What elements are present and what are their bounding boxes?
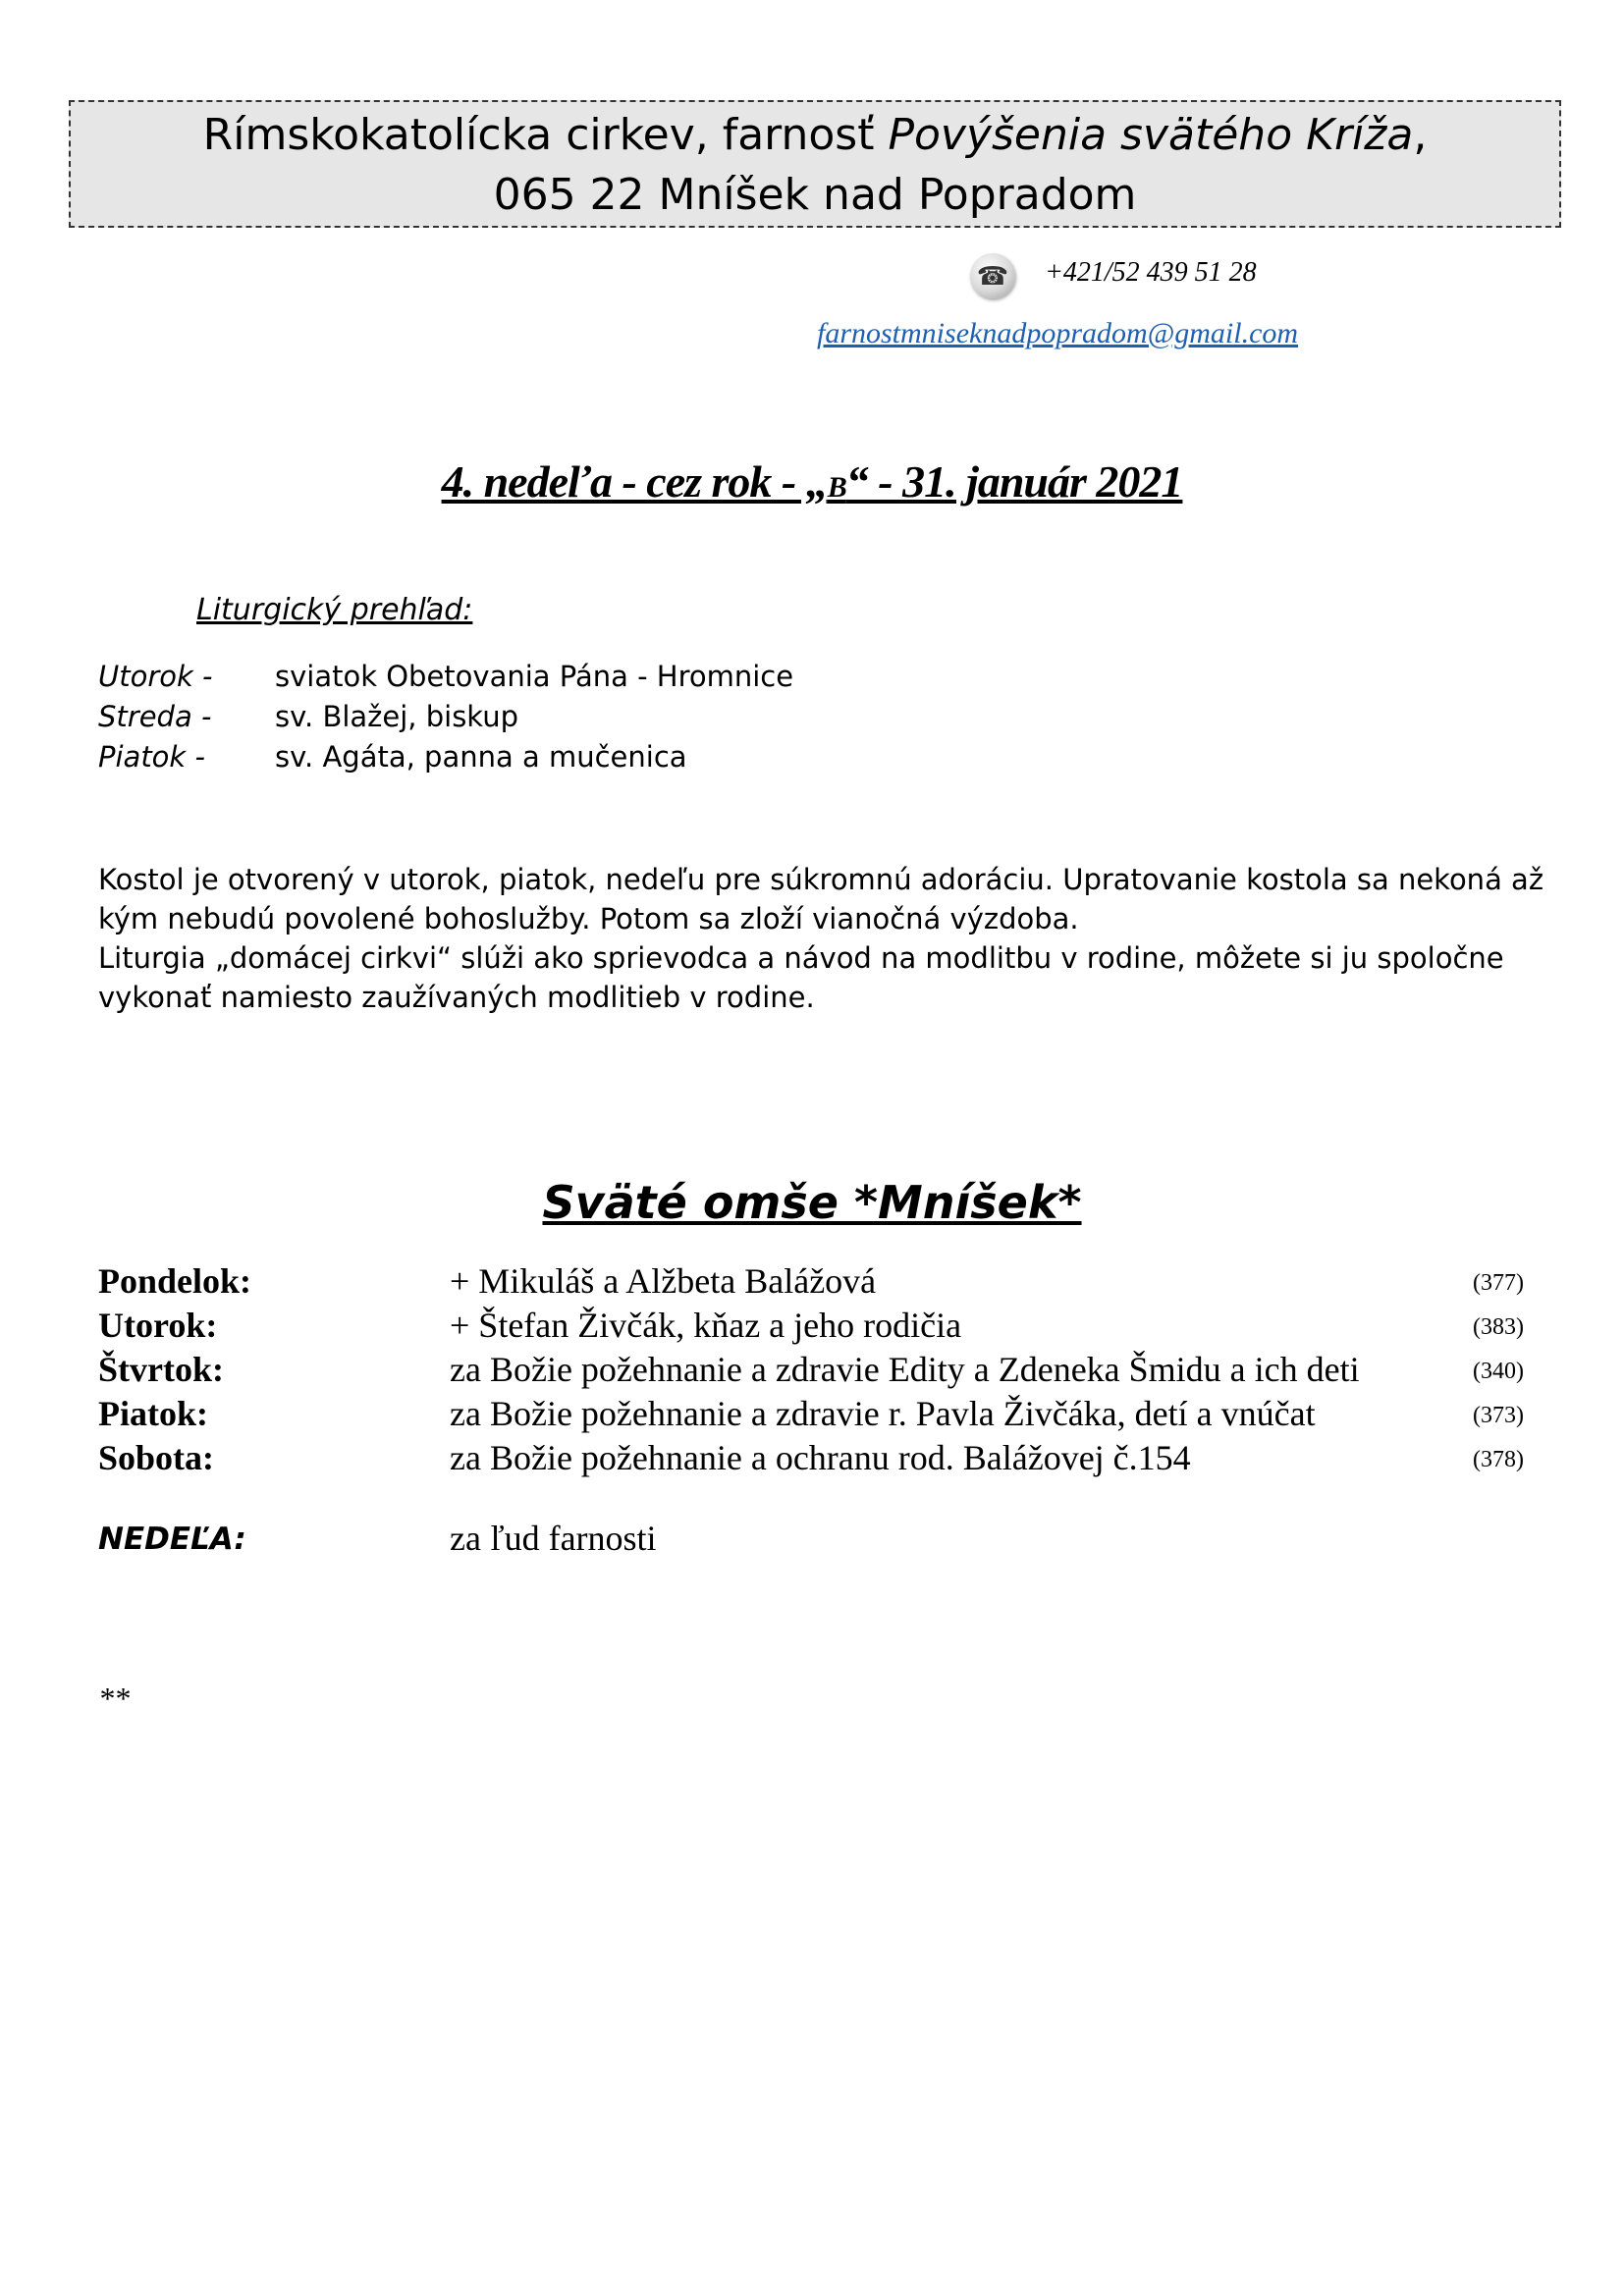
parish-name-prefix: Rímskokatolícka cirkev, farnosť bbox=[202, 110, 889, 160]
sunday-day: NEDEĽA: bbox=[98, 1522, 246, 1557]
title-part1: 4. nedeľa - cez rok - „ bbox=[441, 456, 828, 507]
parish-address: 065 22 Mníšek nad Popradom bbox=[493, 170, 1137, 220]
email-link[interactable]: farnostmniseknadpopradom@gmail.com bbox=[817, 317, 1299, 349]
mass-row bbox=[98, 1393, 1532, 1437]
sunday-intent: za ľud farnosti bbox=[450, 1519, 657, 1558]
mass-day: Štvrtok: bbox=[98, 1350, 224, 1389]
notice-paragraph: Liturgia „domácej cirkvi“ slúži ako sprievodca a návod na modlitbu v rodine, môžete si ju spoločne vykonať namiesto zaužívaných modlitieb v rodine. bbox=[98, 941, 1504, 1014]
liturgy-day: Piatok - bbox=[98, 740, 205, 774]
mass-number: (378) bbox=[1473, 1447, 1524, 1472]
parish-dedication: Povýšenia svätého Kríža bbox=[888, 110, 1414, 160]
parish-header bbox=[69, 100, 1561, 228]
mass-intent: + Mikuláš a Alžbeta Balážová bbox=[450, 1261, 877, 1301]
mass-row bbox=[98, 1305, 1532, 1349]
telephone-icon: ☎ bbox=[970, 253, 1015, 298]
mass-row bbox=[98, 1349, 1532, 1393]
notice-paragraph: Kostol je otvorený v utorok, piatok, nedeľu pre súkromnú adoráciu. Upratovanie kostola sa nekoná až kým nebudú povolené bohoslužby. Potom sa zloží vianočná výzdoba. bbox=[98, 863, 1544, 935]
mass-number: (377) bbox=[1473, 1270, 1524, 1296]
mass-heading: Sväté omše *Mníšek* bbox=[542, 1176, 1082, 1229]
mass-row bbox=[98, 1260, 1532, 1305]
mass-intent: za Božie požehnanie a zdravie r. Pavla Živčáka, detí a vnúčat bbox=[450, 1394, 1316, 1433]
mass-day: Piatok: bbox=[98, 1394, 208, 1433]
notice-text bbox=[98, 860, 1551, 1017]
phone-number: +421/52 439 51 28 bbox=[1045, 257, 1257, 288]
mass-number: (373) bbox=[1473, 1403, 1524, 1428]
mass-day: Sobota: bbox=[98, 1438, 215, 1477]
mass-row bbox=[98, 1437, 1532, 1481]
mass-day: Pondelok: bbox=[98, 1261, 252, 1301]
liturgy-heading: Liturgický prehľad: bbox=[196, 593, 473, 627]
liturgy-day: Streda - bbox=[98, 700, 212, 733]
mass-number: (383) bbox=[1473, 1314, 1524, 1340]
mass-number: (340) bbox=[1473, 1359, 1524, 1384]
mass-day: Utorok: bbox=[98, 1306, 218, 1345]
liturgy-desc: sv. Blažej, biskup bbox=[275, 700, 519, 733]
parish-name bbox=[71, 105, 1559, 165]
liturgy-desc: sviatok Obetovania Pána - Hromnice bbox=[275, 660, 794, 693]
parish-name-suffix: , bbox=[1413, 110, 1428, 160]
title-cycle: B bbox=[827, 471, 846, 504]
mass-intent: za Božie požehnanie a zdravie Edity a Zdeneka Šmidu a ich deti bbox=[450, 1350, 1360, 1389]
mass-intent: + Štefan Živčák, kňaz a jeho rodičia bbox=[450, 1306, 962, 1345]
footer-note: ** bbox=[98, 1681, 130, 1716]
liturgy-day: Utorok - bbox=[98, 660, 213, 693]
mass-intent: za Božie požehnanie a ochranu rod. Balážovej č.154 bbox=[450, 1438, 1191, 1477]
page-title bbox=[0, 455, 1624, 507]
liturgy-desc: sv. Agáta, panna a mučenica bbox=[275, 740, 687, 774]
title-part2: “ - 31. január 2021 bbox=[845, 456, 1183, 507]
